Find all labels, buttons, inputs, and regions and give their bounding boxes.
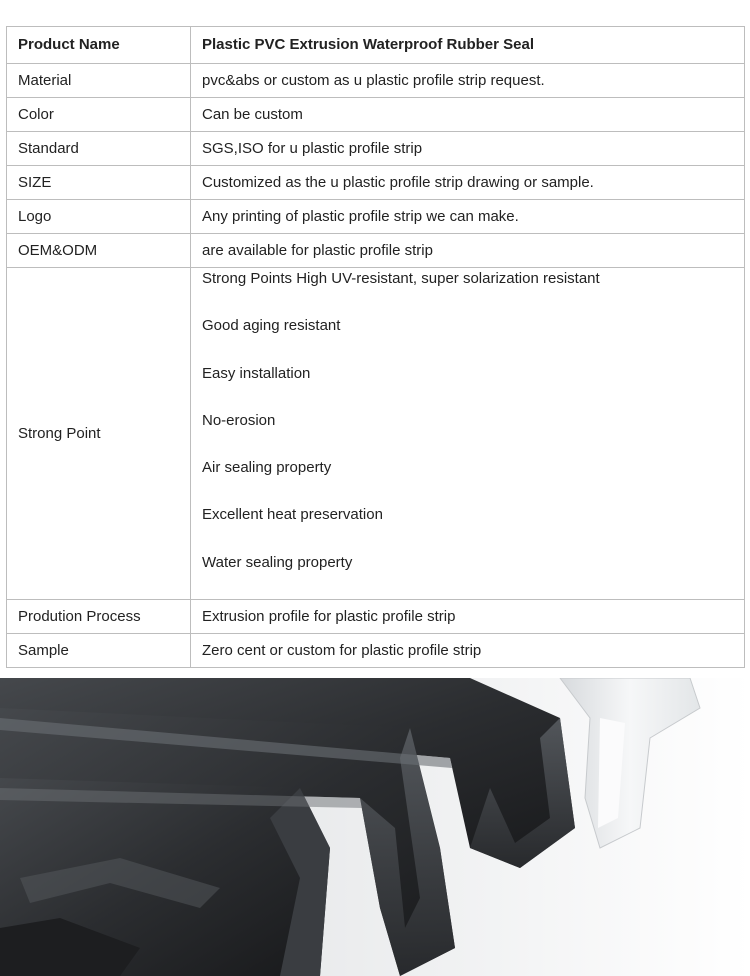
spec-value: Any printing of plastic profile strip we can make.	[191, 200, 745, 234]
spec-key-strong-point: Strong Point	[7, 268, 191, 600]
table-row-color	[7, 98, 745, 132]
table-row-product-name	[7, 27, 745, 64]
spec-value: SGS,ISO for u plastic profile strip	[191, 132, 745, 166]
spec-key: Prodution Process	[7, 600, 191, 634]
product-spec-table	[6, 26, 745, 668]
strong-point-item: Excellent heat preservation	[202, 506, 383, 524]
spec-value: Zero cent or custom for plastic profile strip	[191, 634, 745, 668]
rubber-seal-product-photo	[0, 678, 750, 976]
strong-point-list	[202, 268, 744, 599]
spec-value: are available for plastic profile strip	[191, 234, 745, 268]
table-row-sample	[7, 634, 745, 668]
table-row-oem-odm	[7, 234, 745, 268]
spec-key: Logo	[7, 200, 191, 234]
strong-point-item: Air sealing property	[202, 459, 332, 477]
strong-point-item: Good aging resistant	[202, 317, 341, 335]
spec-value: Can be custom	[191, 98, 745, 132]
spec-key: Standard	[7, 132, 191, 166]
strong-point-item: Strong Points High UV-resistant, super solarization resistant	[202, 270, 600, 287]
strong-point-item: Easy installation	[202, 364, 311, 382]
table-row-standard	[7, 132, 745, 166]
spec-value: pvc&abs or custom as u plastic profile strip request.	[191, 64, 745, 98]
spec-value-product-name: Plastic PVC Extrusion Waterproof Rubber Seal	[191, 27, 745, 64]
spec-value: Customized as the u plastic profile strip drawing or sample.	[191, 166, 745, 200]
table-row-strong-point	[7, 268, 745, 600]
spec-key: Sample	[7, 634, 191, 668]
spec-key: Color	[7, 98, 191, 132]
strong-point-item: No-erosion	[202, 411, 276, 429]
table-row-production-process	[7, 600, 745, 634]
spec-key: Material	[7, 64, 191, 98]
spec-key: SIZE	[7, 166, 191, 200]
table-row-logo	[7, 200, 745, 234]
spec-value-strong-points	[191, 268, 745, 600]
table-row-material	[7, 64, 745, 98]
spec-value: Extrusion profile for plastic profile strip	[191, 600, 745, 634]
spec-key: OEM&ODM	[7, 234, 191, 268]
table-row-size	[7, 166, 745, 200]
strong-point-item: Water sealing property	[202, 553, 353, 571]
spec-key-product-name: Product Name	[7, 27, 191, 64]
